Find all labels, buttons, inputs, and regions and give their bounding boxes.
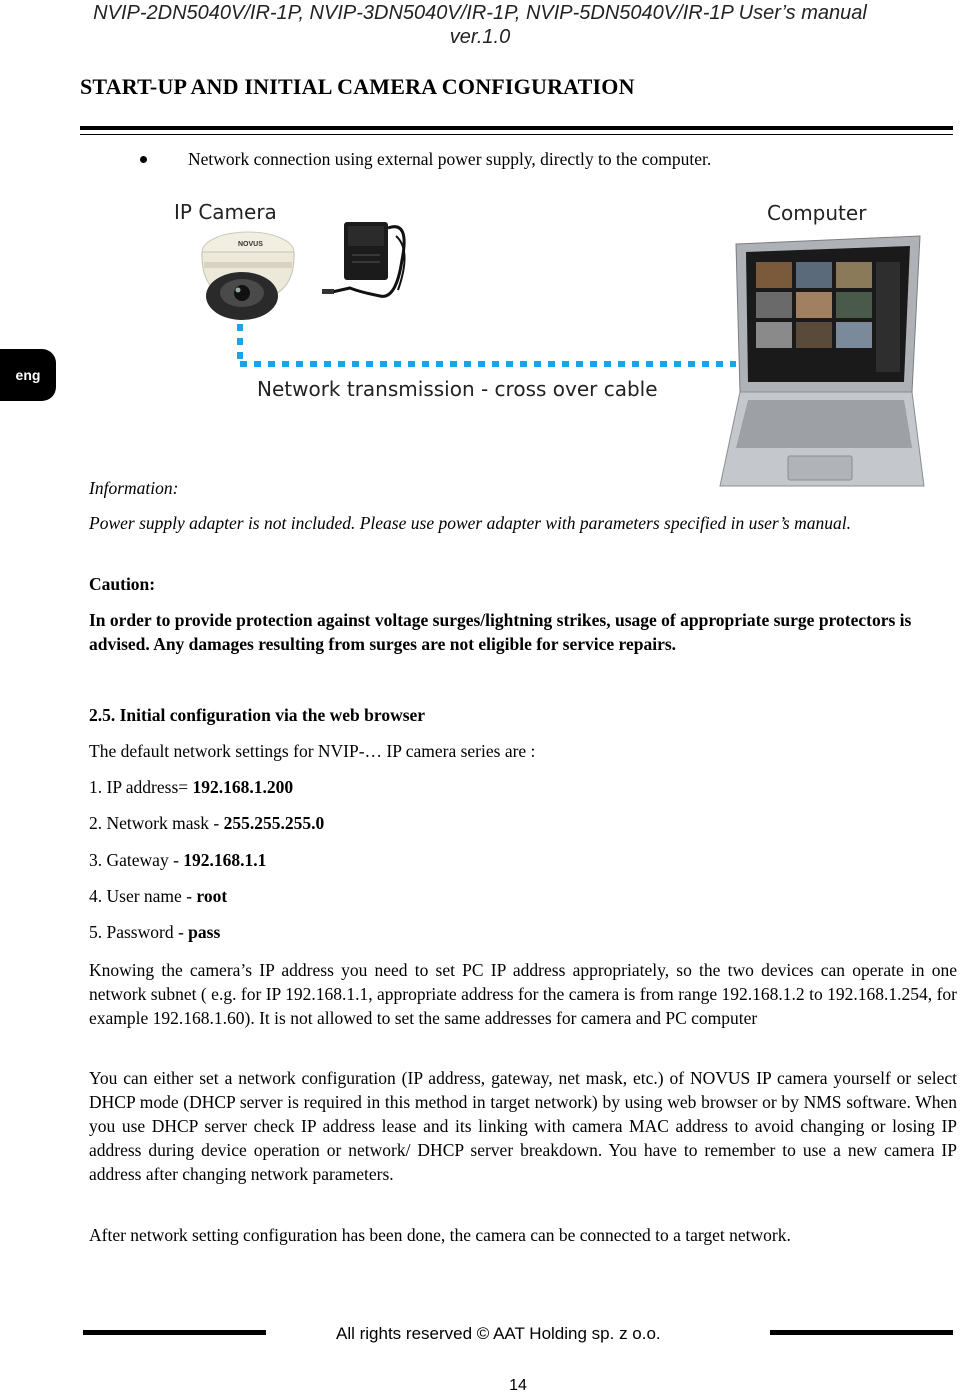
ip-camera-image (202, 232, 294, 320)
caution-text: In order to provide protection against voltage surges/lightning strikes, usage of appropriate surge protectors is advised. Any damages resulting from surges are not eligible for service repairs. (89, 610, 912, 654)
setting-value: 192.168.1.200 (192, 777, 294, 797)
language-tab-label: eng (15, 367, 41, 383)
network-cable-line (240, 324, 736, 364)
page-number: 14 (509, 1377, 527, 1394)
setting-ip-address (89, 777, 293, 798)
settings-intro: The default network settings for NVIP-… IP camera series are : (89, 741, 536, 761)
paragraph-ip-subnet: Knowing the camera’s IP address you need to set PC IP address appropriately, so the two devices can operate in one network subnet ( e.g. for IP 192.168.1.1, appropriate address for the camera is from range 192.168.1.2 to 192.168.1.254, for example 192.168.1.60). It is not allowed to set the same addresses for camera and PC computer (89, 960, 957, 1028)
language-tab (0, 349, 56, 401)
footer-rule-right (770, 1330, 953, 1335)
setting-user-name (89, 886, 227, 907)
setting-label: 2. Network mask - (89, 813, 224, 833)
title-rule-thin (80, 134, 953, 135)
subsection-title: Initial configuration via the web browser (119, 705, 426, 725)
power-adapter-image (322, 222, 405, 296)
setting-value: root (196, 886, 228, 906)
setting-label: 3. Gateway - (89, 850, 184, 870)
header-version: ver.1.0 (449, 26, 511, 48)
title-rule-thick (80, 126, 953, 130)
caution-label: Caution: (89, 574, 156, 594)
header-manual-title: NVIP-2DN5040V/IR-1P, NVIP-3DN5040V/IR-1P, NVIP-5DN5040V/IR-1P User’s manual (93, 2, 867, 24)
paragraph-connect: After network setting configuration has been done, the camera can be connected to a target network. (89, 1225, 791, 1245)
paragraph-dhcp: You can either set a network configuration (IP address, gateway, net mask, etc.) of NOVUS IP camera yourself or select DHCP mode (DHCP server is required in this method in target network) by using web browser or by NMS software. When you use DHCP server check IP address lease and its linking with camera MAC address to avoid changing or losing IP address during device operation or network/ DHCP server breakdown. You have to remember to use a new camera IP address after changing network parameters. (89, 1068, 957, 1184)
setting-value: 255.255.255.0 (223, 813, 325, 833)
bullet-text: Network connection using external power supply, directly to the computer. (188, 149, 712, 169)
camera-brand-logo: NOVUS (238, 241, 263, 248)
information-label: Information: (89, 478, 179, 498)
subsection-heading (89, 705, 425, 726)
network-diagram (0, 205, 960, 505)
computer-label: Computer (767, 201, 867, 225)
setting-gateway (89, 850, 266, 871)
setting-label: 5. Password - (89, 922, 189, 942)
setting-value: pass (188, 922, 221, 942)
setting-label: 1. IP address= (89, 777, 193, 797)
subsection-number: 2.5. (89, 705, 116, 725)
network-transmission-label: Network transmission - cross over cable (257, 377, 658, 401)
setting-value: 192.168.1.1 (183, 850, 267, 870)
section-title: START-UP AND INITIAL CAMERA CONFIGURATION (80, 74, 635, 99)
footer-rule-left (83, 1330, 266, 1335)
setting-label: 4. User name - (89, 886, 197, 906)
setting-password (89, 922, 220, 943)
information-text: Power supply adapter is not included. Please use power adapter with parameters specified in user’s manual. (89, 513, 851, 533)
ip-camera-label: IP Camera (174, 200, 277, 224)
footer-copyright: All rights reserved © AAT Holding sp. z o.o. (336, 1324, 661, 1343)
computer-image (720, 236, 924, 486)
setting-network-mask (89, 813, 324, 834)
bullet-dot (140, 156, 147, 163)
